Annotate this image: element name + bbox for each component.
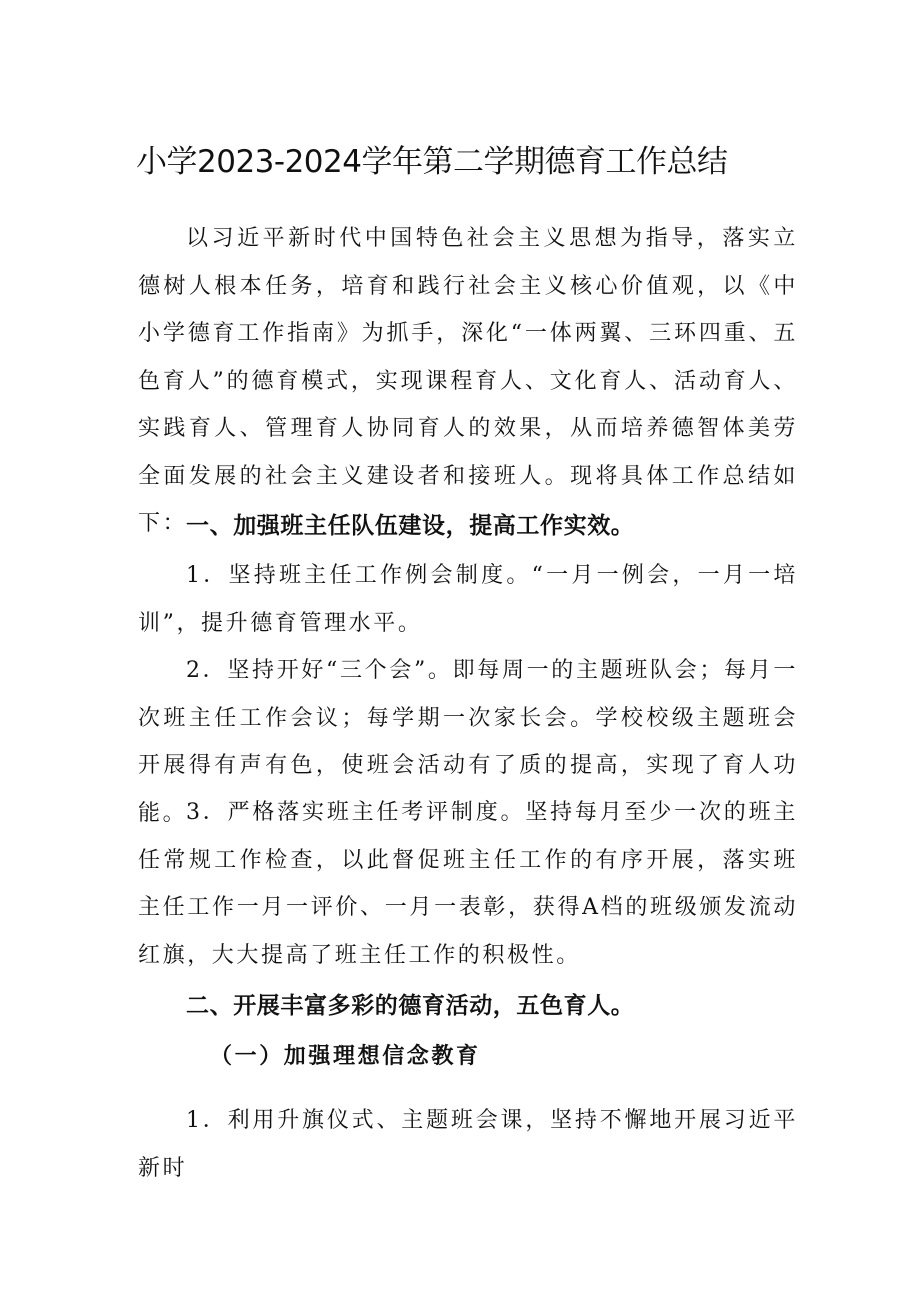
section-heading-moral-activities: 二、开展丰富多彩的德育活动，五色育人。 <box>186 993 635 1019</box>
section-heading-class-teacher-team: 一、加强班主任队伍建设，提高工作实效。 <box>186 513 635 539</box>
intro-paragraph: 以习近平新时代中国特色社会主义思想为指导，落实立德树人根本任务，培育和践行社会主义核心价值观，以《中小学德育工作指南》为抓手，深化“一体两翼、三环四重、五色育人”的德育模式，实现课程育人、文化育人、活动育人、实践育人、管理育人协同育人的效果，从而培养德智体美劳全面发展的社会主义建设者和接班人。现将具体工作总结如下： <box>138 226 798 536</box>
section-1-item-3: 3．严格落实班主任考评制度。坚持每月至少一次的班主任常规工作检查，以此督促班主任工作的有序开展，落实班主任工作一月一评价、一月一表彰，获得A档的班级颁发流动红旗，大大提高了班主任工作的积极性。 <box>138 800 798 968</box>
section-2-item-1: 1．利用升旗仪式、主题班会课，坚持不懈地开展习近平新时 <box>138 1108 798 1181</box>
section-1-item-2: 2．坚持开好“三个会”。即每周一的主题班队会；每月一次班主任工作会议；每学期一次家长会。学校校级主题班会开展得有声有色，使班会活动有了质的提高，实现了育人功能。 <box>138 658 798 826</box>
section-1-item-1: 1．坚持班主任工作例会制度。“一月一例会，一月一培训”，提升德育管理水平。 <box>138 563 798 636</box>
document-title: 小学2023-2024学年第二学期德育工作总结 <box>136 144 728 180</box>
subsection-heading-ideals-education: （一）加强理想信念教育 <box>210 1043 481 1069</box>
